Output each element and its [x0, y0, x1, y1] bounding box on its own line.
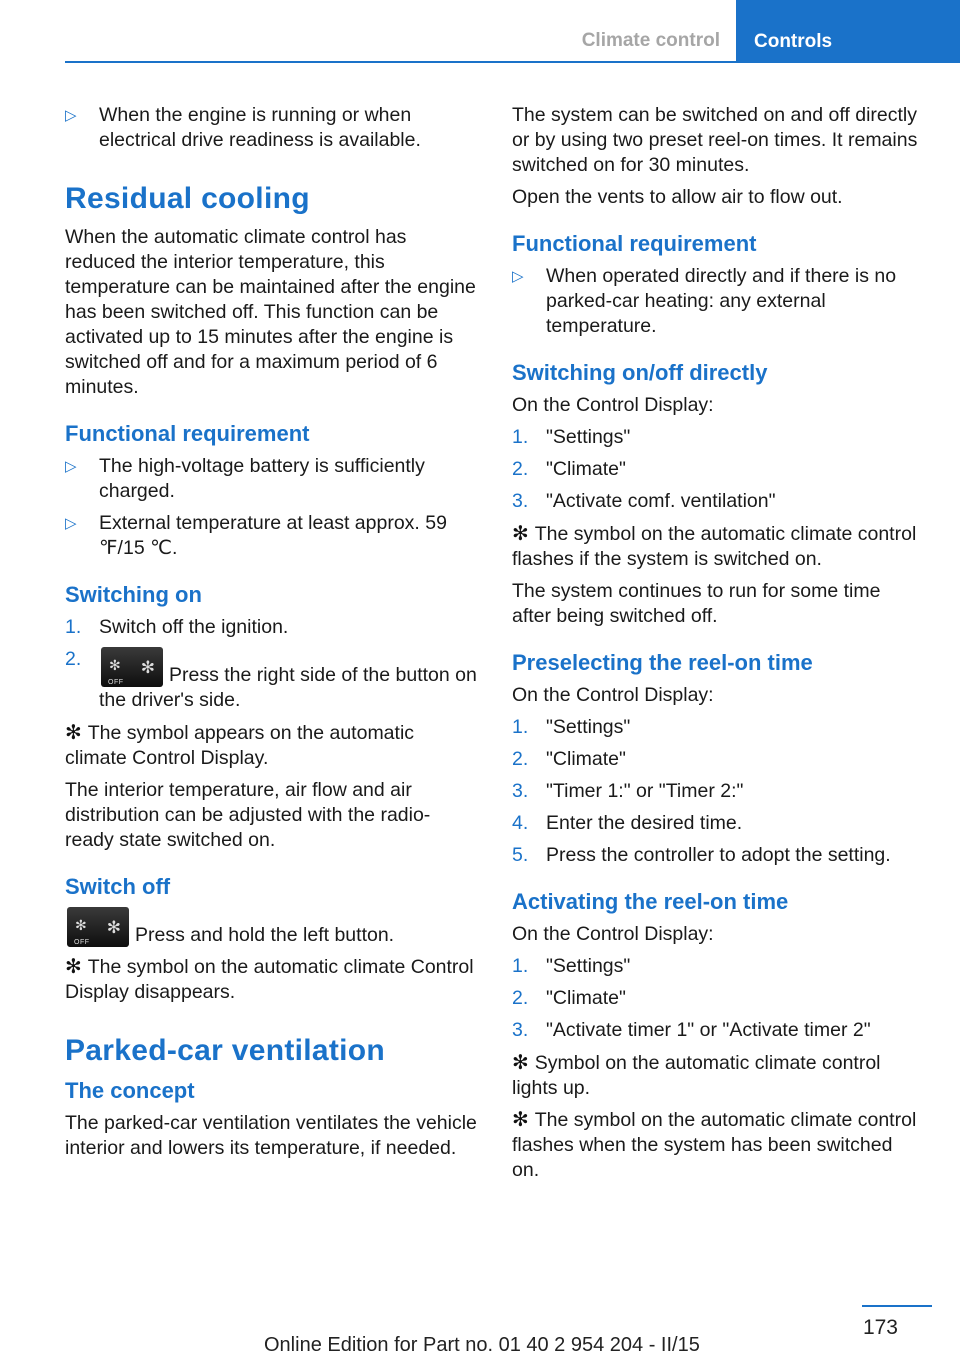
header-chapter-tab: Controls	[736, 0, 960, 61]
fan-icon: ✻	[512, 1109, 529, 1131]
list-item: 2. "Climate"	[512, 458, 626, 480]
climate-button-image: ✻ OFF ✻	[101, 647, 163, 687]
fan-icon: ✻	[512, 1052, 529, 1074]
preselect-intro: On the Control Display:	[512, 684, 714, 706]
list-item: 2. "Climate"	[512, 748, 626, 770]
heading-switch-off: Switch off	[65, 874, 171, 899]
list-item: 2. "Climate"	[512, 987, 626, 1009]
requirement-list	[512, 264, 924, 339]
heading-the-concept: The concept	[65, 1078, 195, 1103]
list-item: 1. "Settings"	[512, 716, 631, 738]
preselect-steps	[512, 715, 924, 868]
switching-on-steps	[65, 615, 477, 713]
intro-bullet-list	[65, 103, 477, 153]
heading-residual-cooling: Residual cooling	[65, 182, 310, 215]
direct-steps	[512, 425, 924, 514]
list-item: 1. Switch off the ignition.	[65, 616, 289, 638]
list-item: 1. "Settings"	[512, 955, 631, 977]
list-item: 3. "Activate timer 1" or "Activate timer 2"	[512, 1019, 871, 1041]
direct-intro: On the Control Display:	[512, 394, 714, 416]
activate-flash-note: ✻ The symbol on the automatic climate control flashes when the system has been switched on.	[512, 1109, 917, 1181]
heading-activating: Activating the reel-on time	[512, 889, 789, 914]
symbol-disappears-note: ✻ The symbol on the automatic climate Control Display disappears.	[65, 956, 474, 1003]
list-item: ▷ When operated directly and if there is no parked-car heating: any external temperature.	[512, 265, 897, 337]
activate-steps	[512, 954, 924, 1043]
list-item: 3. "Activate comf. ventilation"	[512, 490, 776, 512]
requirement-list	[65, 454, 477, 561]
fan-icon: ✻	[75, 917, 87, 933]
list-item: 1. "Settings"	[512, 426, 631, 448]
triangle-bullet-icon: ▷	[512, 268, 524, 285]
header-section-title: Climate control	[581, 30, 720, 51]
edition-footer: Online Edition for Part no. 01 40 2 954 204 - II/15	[264, 1334, 700, 1356]
triangle-bullet-icon: ▷	[65, 458, 77, 475]
footer-rule	[862, 1305, 932, 1307]
heading-switching-on: Switching on	[65, 582, 202, 607]
fan-icon: ✻	[106, 918, 121, 937]
list-item: ▷ When the engine is running or when electrical drive readiness is available.	[65, 104, 421, 151]
fan-icon: ✻	[512, 523, 529, 545]
list-item: 3. "Timer 1:" or "Timer 2:"	[512, 780, 744, 802]
triangle-bullet-icon: ▷	[65, 515, 77, 532]
fan-icon: ✻	[140, 658, 155, 677]
fan-icon: ✻	[65, 956, 82, 978]
vents-text: Open the vents to allow air to flow out.	[512, 186, 843, 208]
right-column	[512, 103, 924, 1190]
switch-off-text: ✻ OFF ✻ Press and hold the left button.	[65, 907, 477, 948]
triangle-bullet-icon: ▷	[65, 107, 77, 124]
adjust-note: The interior temperature, air flow and air distribution can be adjusted with the radio-ready state switched on.	[65, 779, 431, 851]
concept-text: The parked-car ventilation ventilates the vehicle interior and lowers its temperature, if needed.	[65, 1112, 477, 1159]
fan-icon: ✻	[109, 657, 121, 673]
heading-functional-requirement: Functional requirement	[65, 421, 310, 446]
intro-text: The system can be switched on and off directly or by using two preset reel-on times. It remains switched on for 30 minutes.	[512, 104, 918, 176]
heading-functional-requirement: Functional requirement	[512, 231, 757, 256]
page-number: 173	[862, 1316, 898, 1339]
list-item: 2. ✻ OFF ✻ Press the right side of the button on the driver's side.	[65, 648, 477, 711]
list-item: 4. Enter the desired time.	[512, 812, 743, 834]
fan-icon: ✻	[65, 722, 82, 744]
symbol-note: ✻ The symbol appears on the automatic climate Control Display.	[65, 722, 415, 769]
left-column	[65, 103, 477, 1168]
activate-intro: On the Control Display:	[512, 923, 714, 945]
heading-parked-car-ventilation: Parked-car ventilation	[65, 1034, 386, 1067]
heading-preselecting: Preselecting the reel-on time	[512, 650, 813, 675]
list-item: 5. Press the controller to adopt the setting.	[512, 844, 891, 866]
list-item: ▷ External temperature at least approx. 59 ℉/15 ℃.	[65, 512, 447, 559]
direct-symbol-note: ✻ The symbol on the automatic climate control flashes if the system is switched on.	[512, 523, 917, 570]
direct-continue-note: The system continues to run for some time after being switched off.	[512, 580, 881, 627]
list-item: ▷ The high-voltage battery is sufficiently charged.	[65, 455, 425, 502]
heading-switching-directly: Switching on/off directly	[512, 360, 768, 385]
page-header	[65, 0, 960, 63]
residual-cooling-body: When the automatic climate control has reduced the interior temperature, this temperature can be maintained after the engine has been switched off. This function can be activated up to 15 minutes after the engine is switched off and for a maximum period of 6 minutes.	[65, 226, 476, 398]
climate-button-image: ✻ OFF ✻	[67, 907, 129, 947]
activate-symbol-note: ✻ Symbol on the automatic climate control lights up.	[512, 1052, 881, 1099]
